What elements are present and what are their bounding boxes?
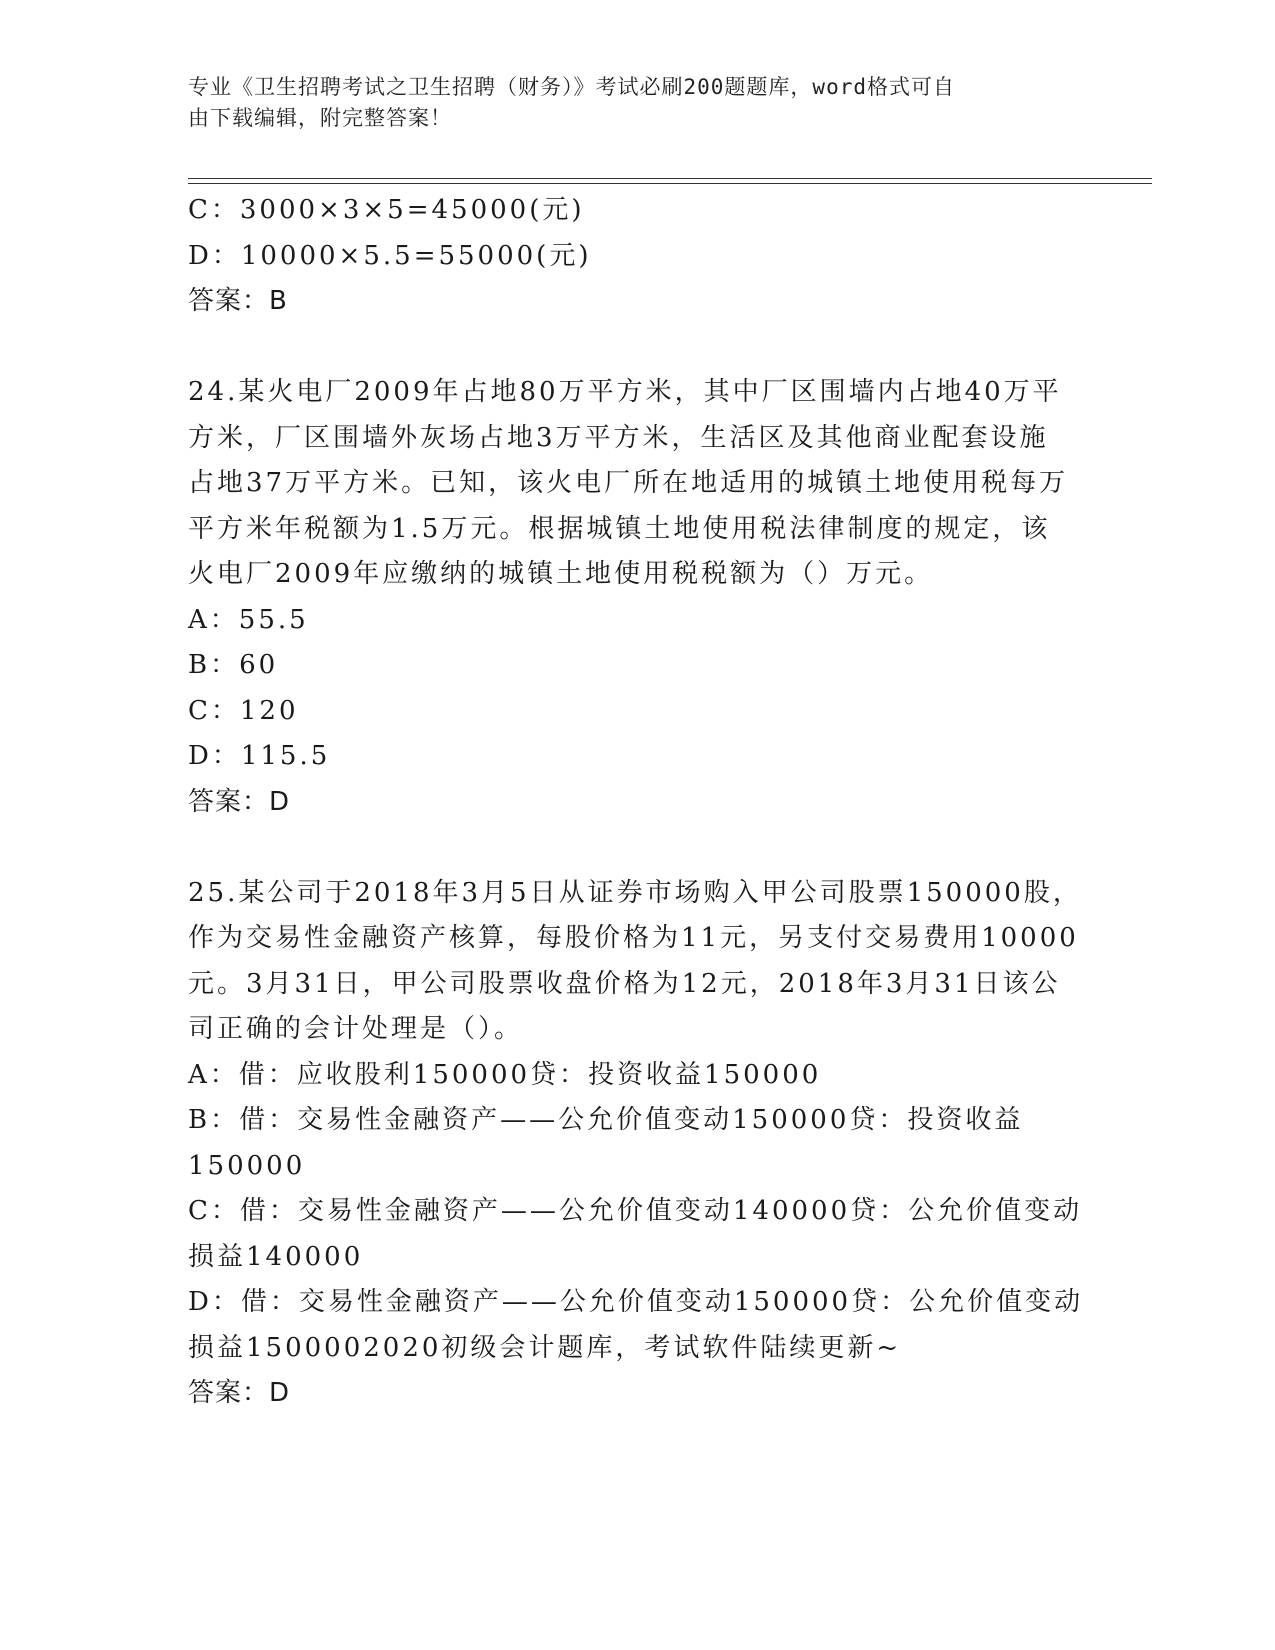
option-c: C：3000×3×5=45000(元) (188, 195, 585, 225)
question-stem-line: 平方米年税额为1.5万元。根据城镇土地使用税法律制度的规定，该 (188, 513, 1051, 544)
option-c-continued: 损益140000 (188, 1241, 364, 1272)
question-stem-line: 司正确的会计处理是（）。 (188, 1014, 524, 1044)
question-stem-line: 占地37万平方米。已知，该火电厂所在地适用的城镇土地使用税每万 (188, 468, 1069, 498)
question-24 (188, 370, 1088, 825)
option-d: D：借：交易性金融资产——公允价值变动150000贷：公允价值变动 (188, 1287, 1084, 1317)
option-b: B：借：交易性金融资产——公允价值变动150000贷：投资收益 (188, 1105, 1024, 1135)
option-c: C：借：交易性金融资产——公允价值变动140000贷：公允价值变动 (188, 1196, 1083, 1226)
question-stem-line: 24.某火电厂2009年占地80万平方米，其中厂区围墙内占地40万平 (188, 377, 1062, 407)
answer-line: 答案：D (188, 1378, 291, 1408)
prev-question-block (188, 188, 1088, 325)
spacer (188, 325, 1088, 371)
question-stem-line: 25.某公司于2018年3月5日从证券市场购入甲公司股票150000股， (188, 877, 1082, 908)
option-b-continued: 150000 (188, 1150, 306, 1181)
document-header (188, 72, 1068, 134)
question-stem-line: 方米，厂区围墙外灰场占地3万平方米，生活区及其他商业配套设施 (188, 422, 1049, 453)
spacer (188, 825, 1088, 871)
option-d-continued: 损益1500002020初级会计题库，考试软件陆续更新~ (188, 1332, 902, 1363)
option-c: C：120 (188, 695, 299, 726)
question-25 (188, 871, 1088, 1417)
option-d: D：115.5 (188, 741, 331, 771)
question-stem-line: 作为交易性金融资产核算，每股价格为11元，另支付交易费用10000 (188, 923, 1079, 953)
document-body (188, 188, 1088, 1417)
option-a: A：借：应收股利150000贷：投资收益150000 (188, 1059, 822, 1090)
answer-line: 答案：B (188, 286, 288, 316)
header-line: 专业《卫生招聘考试之卫生招聘（财务）》考试必刷200题题库，word格式可自 (188, 75, 955, 99)
option-a: A：55.5 (188, 604, 309, 635)
option-b: B：60 (188, 650, 279, 680)
option-d: D：10000×5.5=55000(元) (188, 240, 592, 271)
answer-line: 答案：D (188, 786, 291, 817)
question-stem-line: 元。3月31日，甲公司股票收盘价格为12元，2018年3月31日该公 (188, 968, 1061, 999)
header-divider (188, 183, 1152, 184)
question-stem-line: 火电厂2009年应缴纳的城镇土地使用税税额为（）万元。 (188, 559, 934, 589)
header-divider (188, 178, 1152, 179)
header-line: 由下载编辑，附完整答案！ (188, 106, 452, 130)
